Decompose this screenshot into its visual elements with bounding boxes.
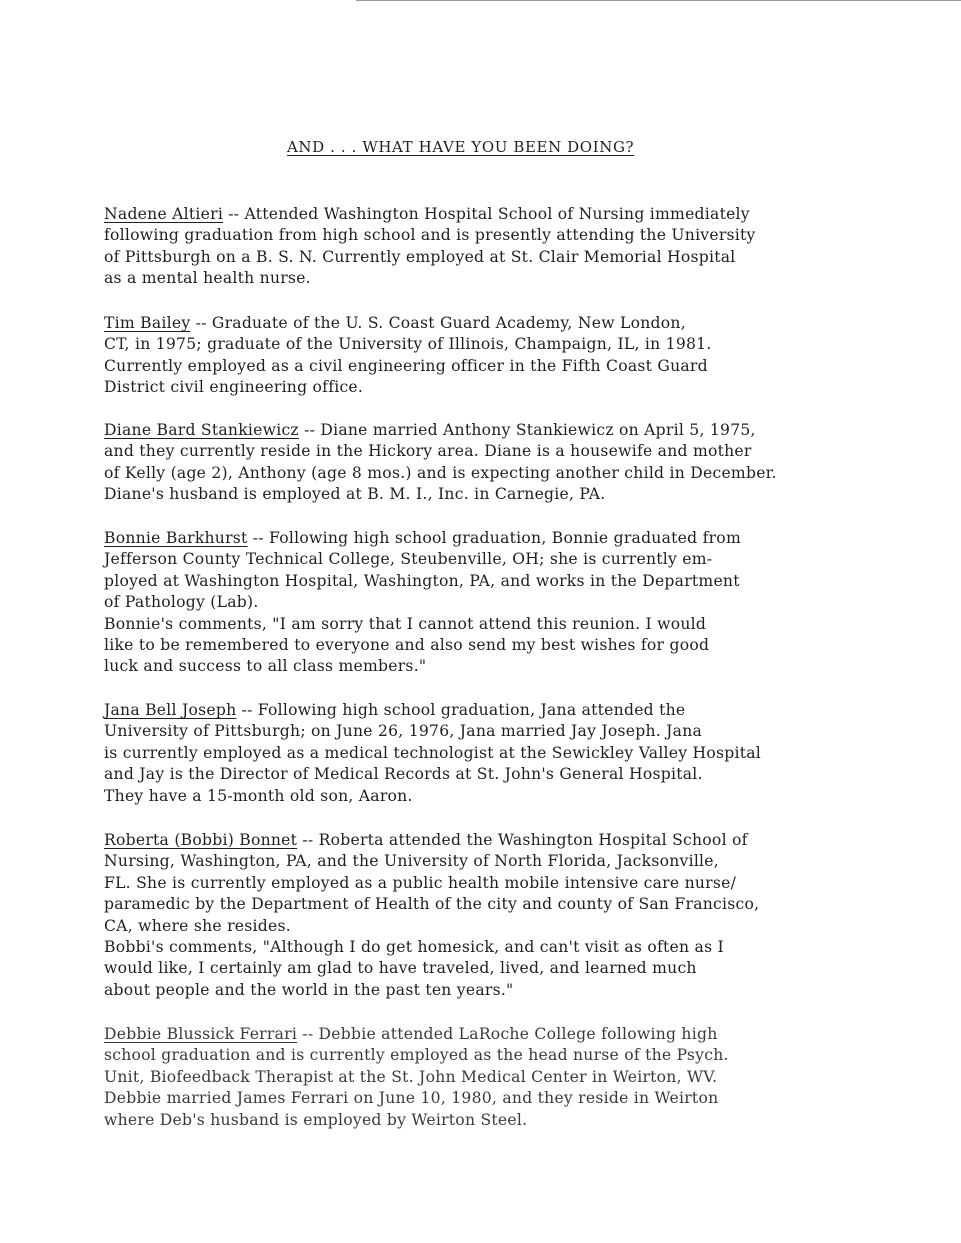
- scan-top-edge: [356, 0, 961, 1]
- entry-line: is currently employed as a medical technologist at the Sewickley Valley Hospital: [104, 743, 762, 762]
- entry-line: would like, I certainly am glad to have traveled, lived, and learned much: [104, 959, 697, 978]
- entry-diane-bard-stankiewicz: [104, 420, 894, 506]
- entry-line: University of Pittsburgh; on June 26, 1976, Jana married Jay Joseph. Jana: [104, 722, 703, 741]
- person-name: Jana Bell Joseph: [104, 701, 237, 719]
- entry-tim-bailey: [104, 313, 894, 399]
- entry-line: of Pathology (Lab).: [104, 593, 259, 612]
- entry-line: Unit, Biofeedback Therapist at the St. John Medical Center in Weirton, WV.: [104, 1067, 718, 1086]
- entry-line: Tim Bailey -- Graduate of the U. S. Coast Guard Academy, New London,: [104, 314, 686, 332]
- person-name: Debbie Blussick Ferrari: [104, 1025, 298, 1043]
- entry-line: luck and success to all class members.": [104, 657, 427, 676]
- entry-line: Debbie married James Ferrari on June 10, 1980, and they reside in Weirton: [104, 1089, 719, 1108]
- entry-line: school graduation and is currently employed as the head nurse of the Psych.: [104, 1046, 729, 1065]
- entry-line: Debbie Blussick Ferrari -- Debbie attended LaRoche College following high: [104, 1025, 718, 1043]
- entry-line: ployed at Washington Hospital, Washington, PA, and works in the Department: [104, 571, 740, 590]
- entry-line: Currently employed as a civil engineering officer in the Fifth Coast Guard: [104, 356, 708, 375]
- entry-line: about people and the world in the past ten years.": [104, 980, 514, 999]
- entry-debbie-blussick-ferrari: [104, 1024, 894, 1131]
- entry-line: Diane Bard Stankiewicz -- Diane married Anthony Stankiewicz on April 5, 1975,: [104, 421, 756, 439]
- person-name: Tim Bailey: [104, 314, 191, 332]
- person-name: Nadene Altieri: [104, 205, 224, 223]
- entry-line: as a mental health nurse.: [104, 269, 311, 288]
- person-name: Diane Bard Stankiewicz: [104, 421, 299, 439]
- entry-line: paramedic by the Department of Health of the city and county of San Francisco,: [104, 895, 760, 914]
- entry-line: following graduation from high school and is presently attending the University: [104, 226, 756, 245]
- entry-line: Bobbi's comments, "Although I do get homesick, and can't visit as often as I: [104, 937, 724, 956]
- page-title: AND . . . WHAT HAVE YOU BEEN DOING?: [287, 138, 635, 156]
- entry-line: and Jay is the Director of Medical Records at St. John's General Hospital.: [104, 765, 703, 784]
- entry-line: like to be remembered to everyone and also send my best wishes for good: [104, 635, 710, 654]
- entry-line: Roberta (Bobbi) Bonnet -- Roberta attended the Washington Hospital School of: [104, 831, 748, 849]
- entry-line: Nadene Altieri -- Attended Washington Hospital School of Nursing immediately: [104, 205, 750, 223]
- entry-line: of Pittsburgh on a B. S. N. Currently employed at St. Clair Memorial Hospital: [104, 247, 736, 266]
- entry-line: Bonnie Barkhurst -- Following high school graduation, Bonnie graduated from: [104, 529, 741, 547]
- person-name: Bonnie Barkhurst: [104, 529, 248, 547]
- entry-nadene-altieri: [104, 204, 894, 290]
- person-name: Roberta (Bobbi) Bonnet: [104, 831, 298, 849]
- entry-line: CA, where she resides.: [104, 916, 291, 935]
- entry-line: Jana Bell Joseph -- Following high school graduation, Jana attended the: [104, 701, 686, 719]
- entry-bonnie-barkhurst: [104, 528, 894, 678]
- entry-line: District civil engineering office.: [104, 378, 364, 397]
- entry-line: FL. She is currently employed as a public health mobile intensive care nurse/: [104, 873, 737, 892]
- entry-line: They have a 15-month old son, Aaron.: [104, 786, 413, 805]
- entry-line: and they currently reside in the Hickory area. Diane is a housewife and mother: [104, 442, 752, 461]
- entry-line: where Deb's husband is employed by Weirton Steel.: [104, 1110, 528, 1129]
- entry-line: of Kelly (age 2), Anthony (age 8 mos.) and is expecting another child in December.: [104, 463, 777, 482]
- entry-line: CT, in 1975; graduate of the University of Illinois, Champaign, IL, in 1981.: [104, 335, 712, 354]
- entry-line: Bonnie's comments, "I am sorry that I cannot attend this reunion. I would: [104, 614, 707, 633]
- entry-line: Nursing, Washington, PA, and the University of North Florida, Jacksonville,: [104, 852, 719, 871]
- entry-roberta-bonnet: [104, 830, 894, 1001]
- entry-line: Diane's husband is employed at B. M. I., Inc. in Carnegie, PA.: [104, 485, 606, 504]
- entry-jana-bell-joseph: [104, 700, 894, 807]
- entry-line: Jefferson County Technical College, Steubenville, OH; she is currently em-: [104, 550, 713, 569]
